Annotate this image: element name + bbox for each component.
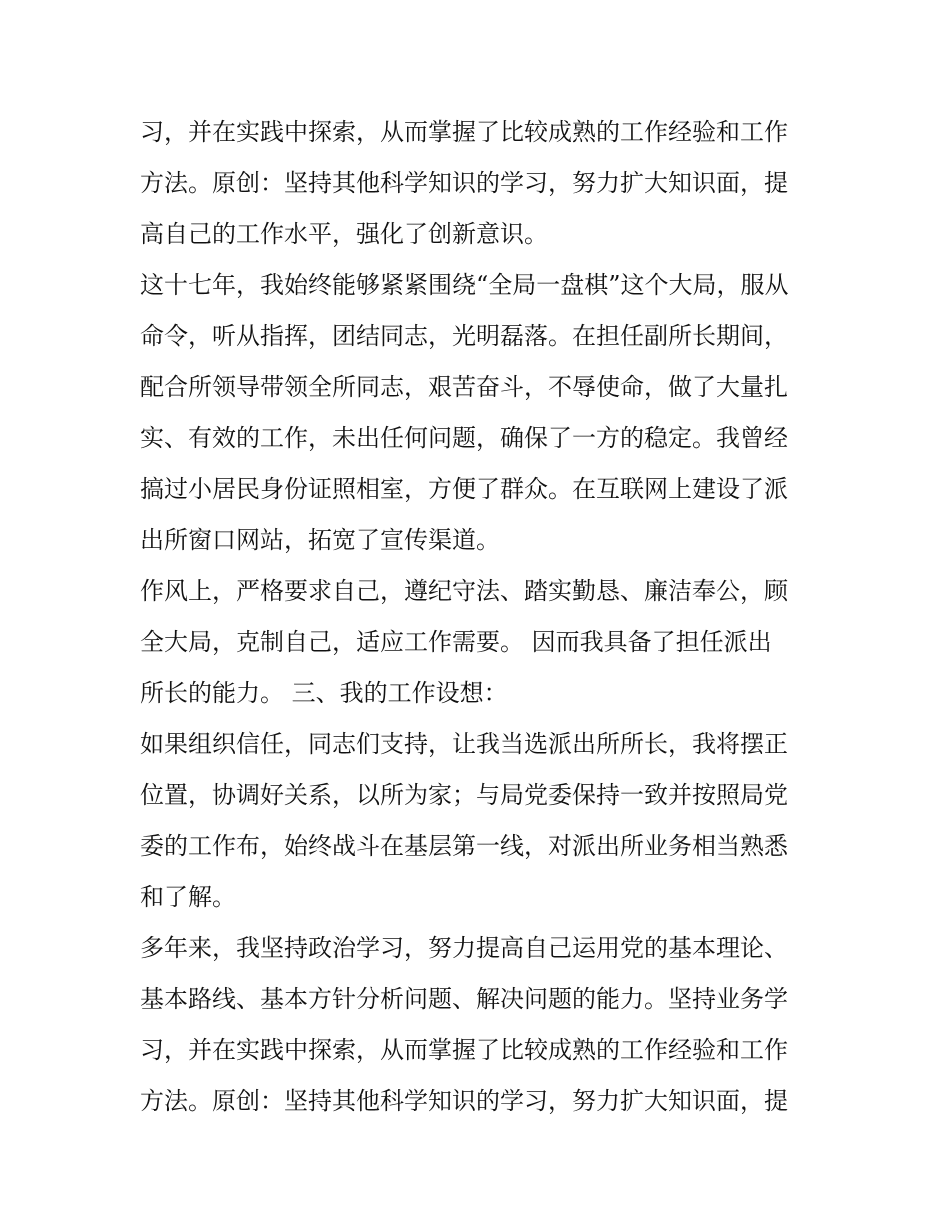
text-line: 配合所领导带领全所同志，艰苦奋斗，不辱使命，做了大量扎 [140, 373, 788, 401]
text-line: 如果组织信任，同志们支持，让我当选派出所所长，我将摆正 [140, 730, 788, 758]
text-line: 出所窗口网站，拓宽了宣传渠道。 [140, 526, 500, 554]
text-line: 委的工作布，始终战斗在基层第一线，对派出所业务相当熟悉 [140, 832, 788, 860]
text-line: 方法。原创：坚持其他科学知识的学习，努力扩大知识面，提 [140, 169, 788, 197]
text-line: 所长的能力。 三、我的工作设想： [140, 679, 508, 707]
document-body [140, 107, 820, 1127]
text-line: 作风上，严格要求自己，遵纪守法、踏实勤恳、廉洁奉公，顾 [140, 577, 788, 605]
text-line: 实、有效的工作，未出任何问题，确保了一方的稳定。我曾经 [140, 424, 788, 452]
text-line: 习，并在实践中探索，从而掌握了比较成熟的工作经验和工作 [140, 1036, 788, 1064]
text-line: 多年来，我坚持政治学习，努力提高自己运用党的基本理论、 [140, 934, 788, 962]
text-line: 这十七年，我始终能够紧紧围绕“全局一盘棋”这个大局，服从 [140, 271, 789, 299]
text-line: 搞过小居民身份证照相室，方便了群众。在互联网上建设了派 [140, 475, 788, 503]
text-line: 基本路线、基本方针分析问题、解决问题的能力。坚持业务学 [140, 985, 788, 1013]
text-line: 方法。原创：坚持其他科学知识的学习，努力扩大知识面，提 [140, 1087, 788, 1115]
text-line: 全大局，克制自己，适应工作需要。 因而我具备了担任派出 [140, 628, 772, 656]
text-line: 和了解。 [140, 883, 236, 911]
text-line: 高自己的工作水平，强化了创新意识。 [140, 220, 548, 248]
text-line: 位置，协调好关系，以所为家；与局党委保持一致并按照局党 [140, 781, 788, 809]
text-line: 习，并在实践中探索，从而掌握了比较成熟的工作经验和工作 [140, 118, 788, 146]
text-line: 命令，听从指挥，团结同志，光明磊落。在担任副所长期间， [140, 322, 788, 350]
